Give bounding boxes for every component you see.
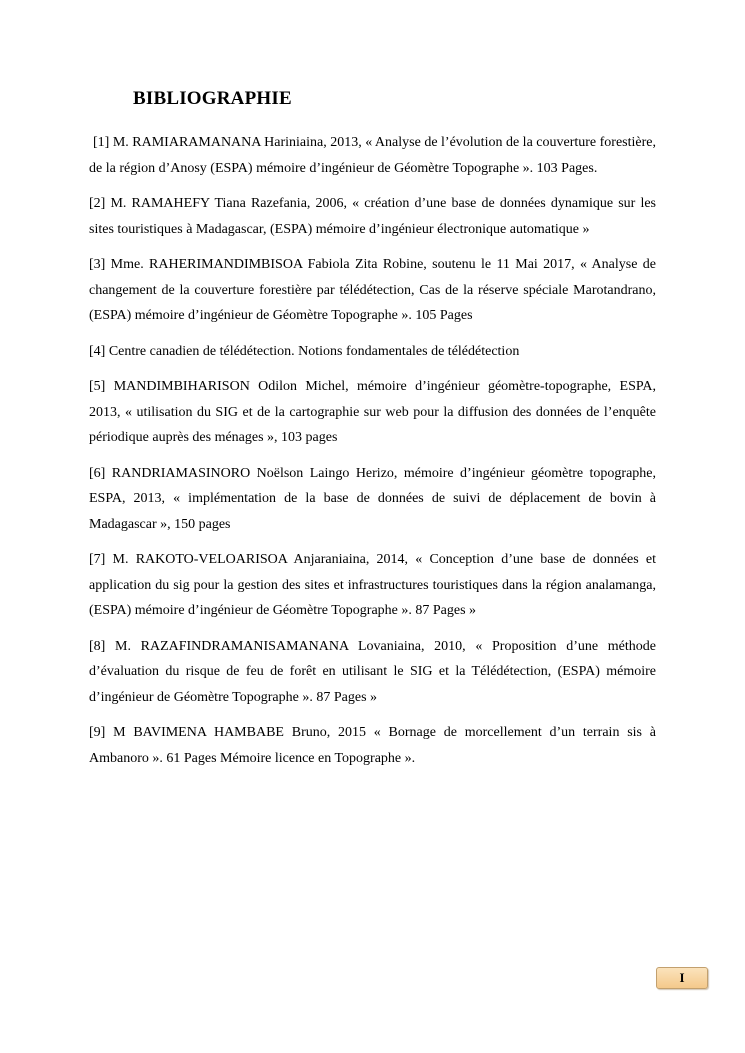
reference-list (89, 130, 656, 781)
reference-item: [5] MANDIMBIHARISON Odilon Michel, mémoire d’ingénieur géomètre-topographe, ESPA, 2013, « utilisation du SIG et de la cartographie sur web pour la diffusion des données de l’enquête périodique auprès des ménages », 103 pages (89, 379, 656, 445)
reference-item: [4] Centre canadien de télédétection. Notions fondamentales de télédétection (89, 343, 520, 359)
reference-item: [2] M. RAMAHEFY Tiana Razefania, 2006, « création d’une base de données dynamique sur les sites touristiques à Madagascar, (ESPA) mémoire d’ingénieur électronique automatique » (89, 196, 656, 237)
reference-item: [9] M BAVIMENA HAMBABE Bruno, 2015 « Bornage de morcellement d’un terrain sis à Ambanoro ». 61 Pages Mémoire licence en Topographe ». (89, 725, 656, 766)
reference-item: [1] M. RAMIARAMANANA Hariniaina, 2013, « Analyse de l’évolution de la couverture forestière, de la région d’Anosy (ESPA) mémoire d’ingénieur de Géomètre Topographe ». 103 Pages. (89, 135, 656, 176)
reference-item: [8] M. RAZAFINDRAMANISAMANANA Lovaniaina, 2010, « Proposition d’une méthode d’évaluation du risque de feu de forêt en utilisant le SIG et la Télédétection, (ESPA) mémoire d’ingénieur de Géomètre Topographe ». 87 Pages » (89, 638, 656, 705)
page-title: BIBLIOGRAPHIE (133, 88, 292, 109)
reference-item: [6] RANDRIAMASINORO Noëlson Laingo Herizo, mémoire d’ingénieur géomètre topographe, ESPA, 2013, « implémentation de la base de données de suivi de déplacement de bovin à Madagascar », 150 pages (89, 465, 656, 532)
reference-item: [3] Mme. RAHERIMANDIMBISOA Fabiola Zita Robine, soutenu le 11 Mai 2017, « Analyse de changement de la couverture forestière par télédétection, Cas de la réserve spéciale Marotandrano, (ESPA) mémoire d’ingénieur de Géomètre Topographe ». 105 Pages (89, 257, 656, 323)
reference-item: [7] M. RAKOTO-VELOARISOA Anjaraniaina, 2014, « Conception d’une base de données et application du sig pour la gestion des sites et infrastructures touristiques dans la région analamanga, (ESPA) mémoire d’ingénieur de Géomètre Topographe ». 87 Pages » (89, 552, 656, 618)
page-number-badge: I (656, 967, 708, 989)
